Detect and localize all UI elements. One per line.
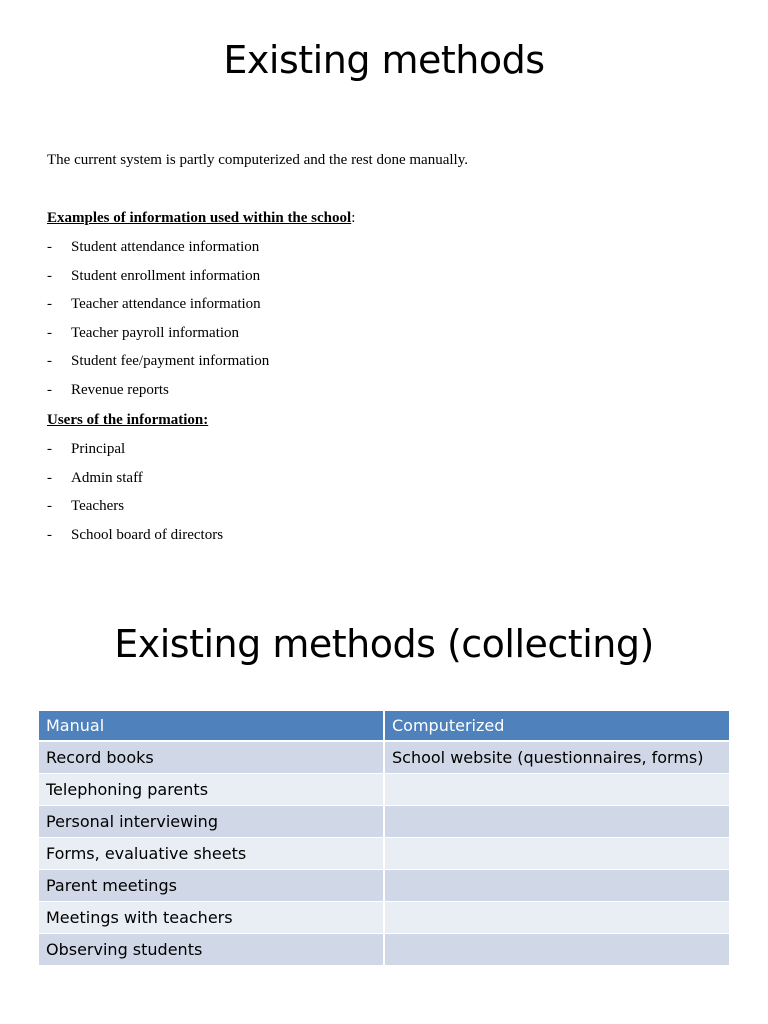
users-heading-line	[47, 411, 208, 429]
list-item-text: Admin staff	[71, 469, 143, 486]
list-item-text: Student attendance information	[71, 239, 260, 255]
list-item-text: School board of directors	[71, 526, 224, 543]
slide-title: Existing methods (collecting)	[114, 622, 654, 666]
bullet-dash: -	[47, 526, 52, 543]
bullet-dash: -	[47, 324, 52, 341]
list-item-text: Student enrollment information	[71, 267, 261, 284]
table-cell: Meetings with teachers	[39, 902, 384, 934]
table-row	[39, 870, 729, 902]
slide-title: Existing methods	[223, 38, 545, 82]
bullet-dash: -	[47, 469, 52, 486]
bullet-dash: -	[47, 498, 52, 515]
bullet-dash: -	[47, 267, 52, 284]
list-item-text: Revenue reports	[71, 381, 169, 398]
bullet-dash: -	[47, 381, 52, 398]
table-cell: School website (questionnaires, forms)	[384, 741, 729, 774]
bullet-dash: -	[47, 441, 52, 457]
bullet-dash: -	[47, 296, 52, 313]
table-row	[39, 902, 729, 934]
table-cell: Telephoning parents	[39, 774, 384, 806]
table-cell: Record books	[39, 741, 384, 774]
table-cell	[384, 902, 729, 934]
list-item-text: Teacher attendance information	[71, 296, 261, 313]
table-cell	[384, 838, 729, 870]
table-header-row	[39, 711, 729, 741]
table-row	[39, 741, 729, 774]
table-row	[39, 806, 729, 838]
list-item-text: Teachers	[71, 498, 125, 515]
table-cell: Personal interviewing	[39, 806, 384, 838]
column-header-manual: Manual	[39, 711, 384, 741]
examples-heading-line	[47, 209, 355, 227]
table-cell	[384, 934, 729, 966]
bullet-dash: -	[47, 239, 52, 255]
table-row	[39, 774, 729, 806]
methods-table	[39, 711, 729, 966]
users-heading: Users of the information:	[47, 412, 209, 428]
table-cell	[384, 870, 729, 902]
column-header-computerized: Computerized	[384, 711, 729, 741]
intro-text: The current system is partly computerized and the rest done manually.	[47, 152, 468, 168]
table-cell	[384, 774, 729, 806]
list-item-text: Student fee/payment information	[71, 353, 270, 370]
table-row	[39, 934, 729, 966]
list-item-text: Teacher payroll information	[71, 324, 240, 341]
examples-heading: Examples of information used within the school	[47, 210, 352, 226]
table-cell	[384, 806, 729, 838]
list-item-text: Principal	[71, 441, 126, 457]
table-row	[39, 838, 729, 870]
bullet-dash: -	[47, 353, 52, 370]
table-cell: Parent meetings	[39, 870, 384, 902]
table-cell: Forms, evaluative sheets	[39, 838, 384, 870]
table-cell: Observing students	[39, 934, 384, 966]
examples-heading-colon: :	[351, 210, 356, 226]
